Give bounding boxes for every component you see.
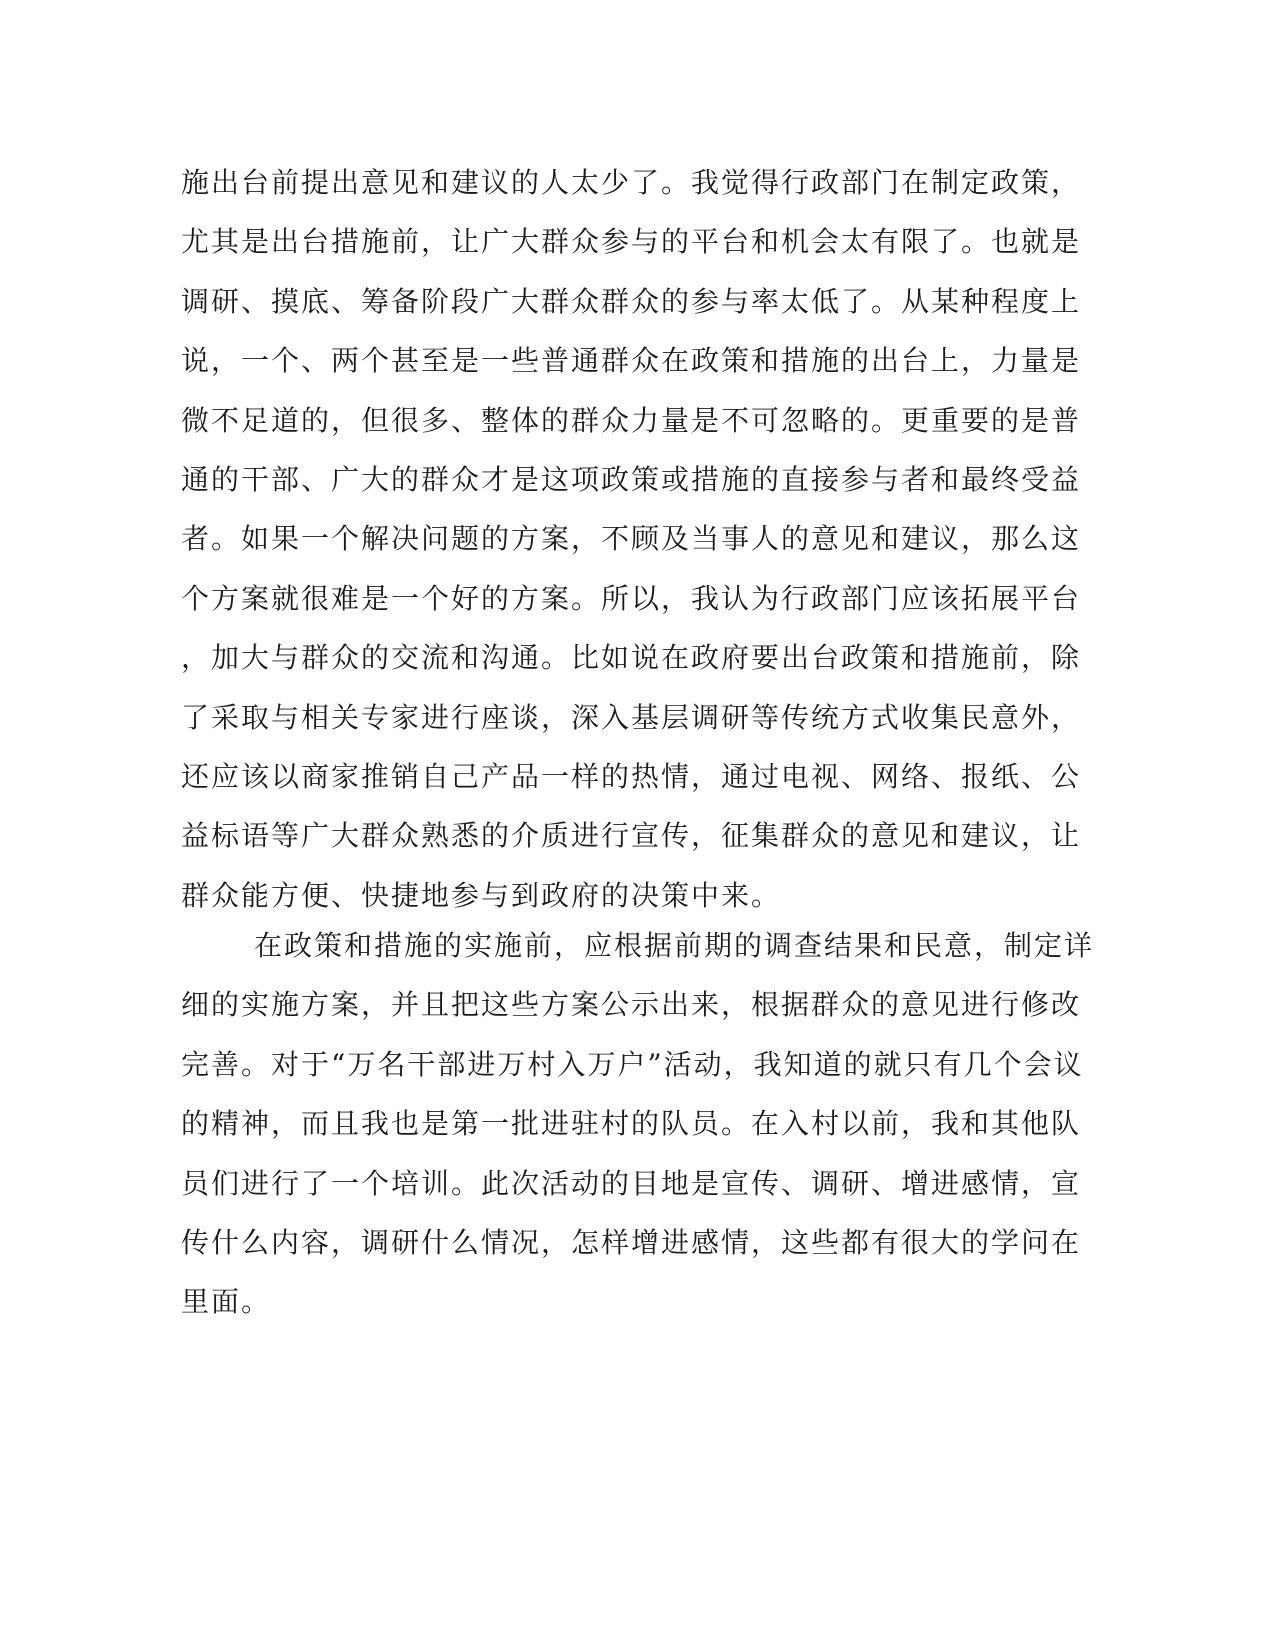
paragraph-line: ，加大与群众的交流和沟通。比如说在政府要出台政策和措施前，除 [181,641,1082,674]
paragraph-line: 的精神，而且我也是第一批进驻村的队员。在入村以前，我和其他队 [181,1107,1082,1140]
paragraph-line: 者。如果一个解决问题的方案，不顾及当事人的意见和建议，那么这 [181,522,1082,555]
paragraph-line: 施出台前提出意见和建议的人太少了。我觉得行政部门在制定政策， [181,166,1082,199]
paragraph-line: 调研、摸底、筹备阶段广大群众群众的参与率太低了。从某种程度上 [181,285,1082,318]
paragraph-line: 个方案就很难是一个好的方案。所以，我认为行政部门应该拓展平台 [181,582,1082,615]
paragraph-line: 里面。 [181,1285,272,1318]
paragraph-line: 益标语等广大群众熟悉的介质进行宣传，征集群众的意见和建议，让 [181,819,1082,852]
paragraph-line: 员们进行了一个培训。此次活动的目地是宣传、调研、增进感情，宣 [181,1167,1082,1200]
paragraph-line: 在政策和措施的实施前，应根据前期的调查结果和民意，制定详 [254,929,1095,962]
paragraph-line: 通的干部、广大的群众才是这项政策或措施的直接参与者和最终受益 [181,463,1082,496]
paragraph-line: 完善。对于“万名干部进万村入万户”活动，我知道的就只有几个会议 [181,1048,1084,1081]
paragraph-line: 了采取与相关专家进行座谈，深入基层调研等传统方式收集民意外， [181,701,1082,734]
paragraph-line: 说，一个、两个甚至是一些普通群众在政策和措施的出台上，力量是 [181,344,1082,377]
paragraph-line: 细的实施方案，并且把这些方案公示出来，根据群众的意见进行修改 [181,988,1082,1021]
paragraph-line: 还应该以商家推销自己产品一样的热情，通过电视、网络、报纸、公 [181,760,1082,793]
paragraph-line: 群众能方便、快捷地参与到政府的决策中来。 [181,879,782,912]
paragraph-line: 尤其是出台措施前，让广大群众参与的平台和机会太有限了。也就是 [181,225,1082,258]
paragraph-line: 微不足道的，但很多、整体的群众力量是不可忽略的。更重要的是普 [181,404,1082,437]
paragraph-line: 传什么内容，调研什么情况，怎样增进感情，这些都有很大的学问在 [181,1226,1082,1259]
